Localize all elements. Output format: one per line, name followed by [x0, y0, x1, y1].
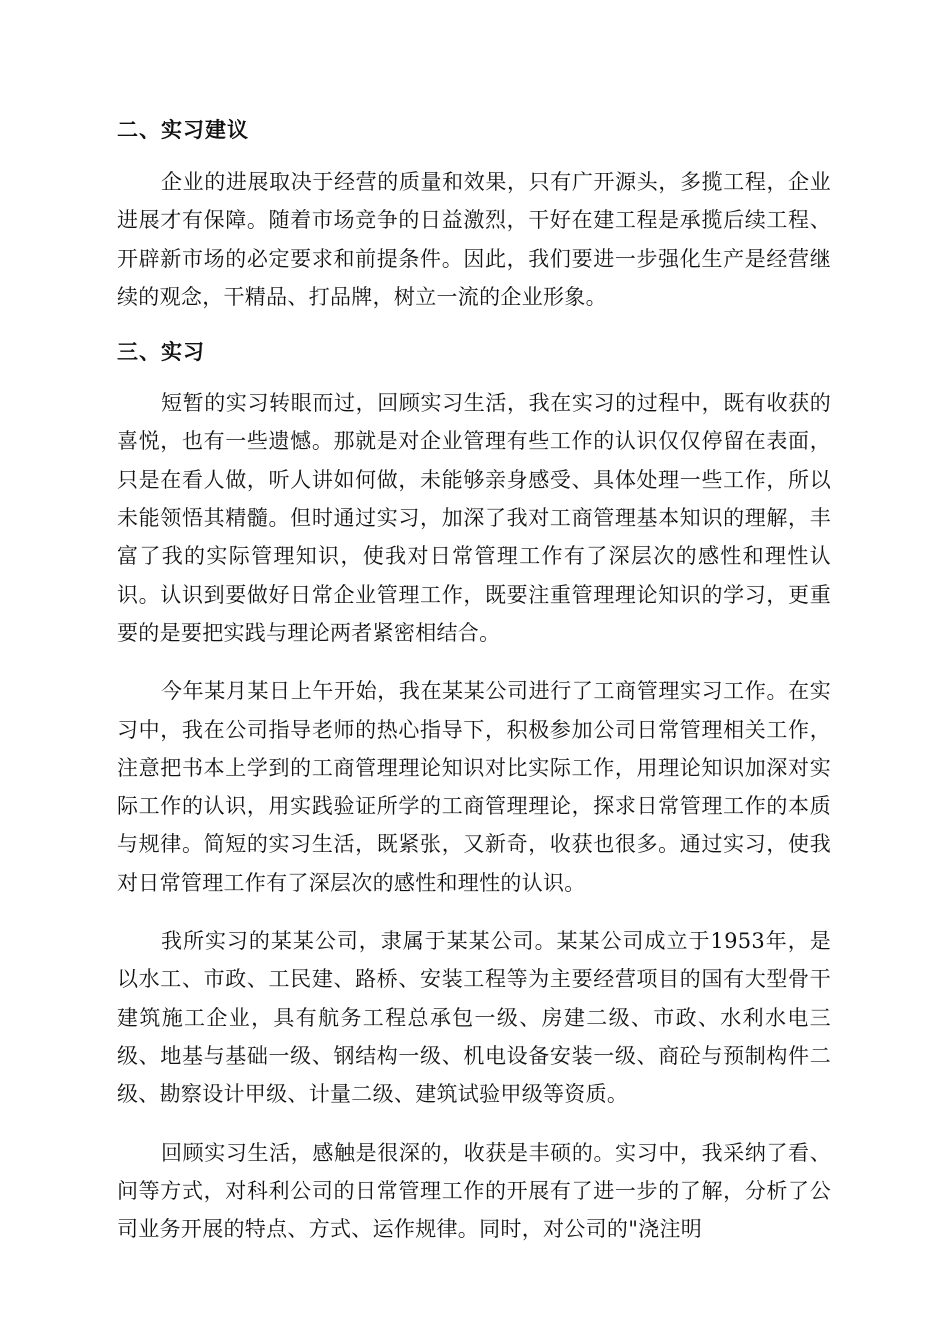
- paragraph: 企业的进展取决于经营的质量和效果，只有广开源头，多揽工程，企业进展才有保障。随着市场竞争的日益激烈，干好在建工程是承揽后续工程、开辟新市场的必定要求和前提条件。因此，我们要进一步强化生产是经营继续的观念，干精品、打品牌，树立一流的企业形象。: [117, 170, 831, 309]
- paragraph: 短暂的实习转眼而过，回顾实习生活，我在实习的过程中，既有收获的喜悦，也有一些遗憾。那就是对企业管理有些工作的认识仅仅停留在表面，只是在看人做，听人讲如何做，未能够亲身感受、具体处理一些工作，所以未能领悟其精髓。但时通过实习，加深了我对工商管理基本知识的理解，丰富了我的实际管理知识，使我对日常管理工作有了深层次的感性和理性认识。认识到要做好日常企业管理工作，既要注重管理理论知识的学习，更重要的是要把实践与理论两者紧密相结合。: [117, 391, 831, 645]
- section-heading-internship: 三、实习: [117, 339, 205, 365]
- paragraph: 今年某月某日上午开始，我在某某公司进行了工商管理实习工作。在实习中，我在公司指导老师的热心指导下，积极参加公司日常管理相关工作，注意把书本上学到的工商管理理论知识对比实际工作，用理论知识加深对实际工作的认识，用实践验证所学的工商管理理论，探求日常管理工作的本质与规律。简短的实习生活，既紧张，又新奇，收获也很多。通过实习，使我对日常管理工作有了深层次的感性和理性的认识。: [117, 679, 831, 895]
- paragraph: 我所实习的某某公司，隶属于某某公司。某某公司成立于1953年，是以水工、市政、工民建、路桥、安装工程等为主要经营项目的国有大型骨干建筑施工企业，具有航务工程总承包一级、房建二级、市政、水利水电三级、地基与基础一级、钢结构一级、机电设备安装一级、商砼与预制构件二级、勘察设计甲级、计量二级、建筑试验甲级等资质。: [117, 929, 831, 1107]
- document-page: [117, 110, 831, 1248]
- section-heading-suggestions: 二、实习建议: [117, 117, 249, 142]
- paragraph: 回顾实习生活，感触是很深的，收获是丰硕的。实习中，我采纳了看、问等方式，对科利公司的日常管理工作的开展有了进一步的了解，分析了公司业务开展的特点、方式、运作规律。同时，对公司的"浇注明: [117, 1140, 831, 1242]
